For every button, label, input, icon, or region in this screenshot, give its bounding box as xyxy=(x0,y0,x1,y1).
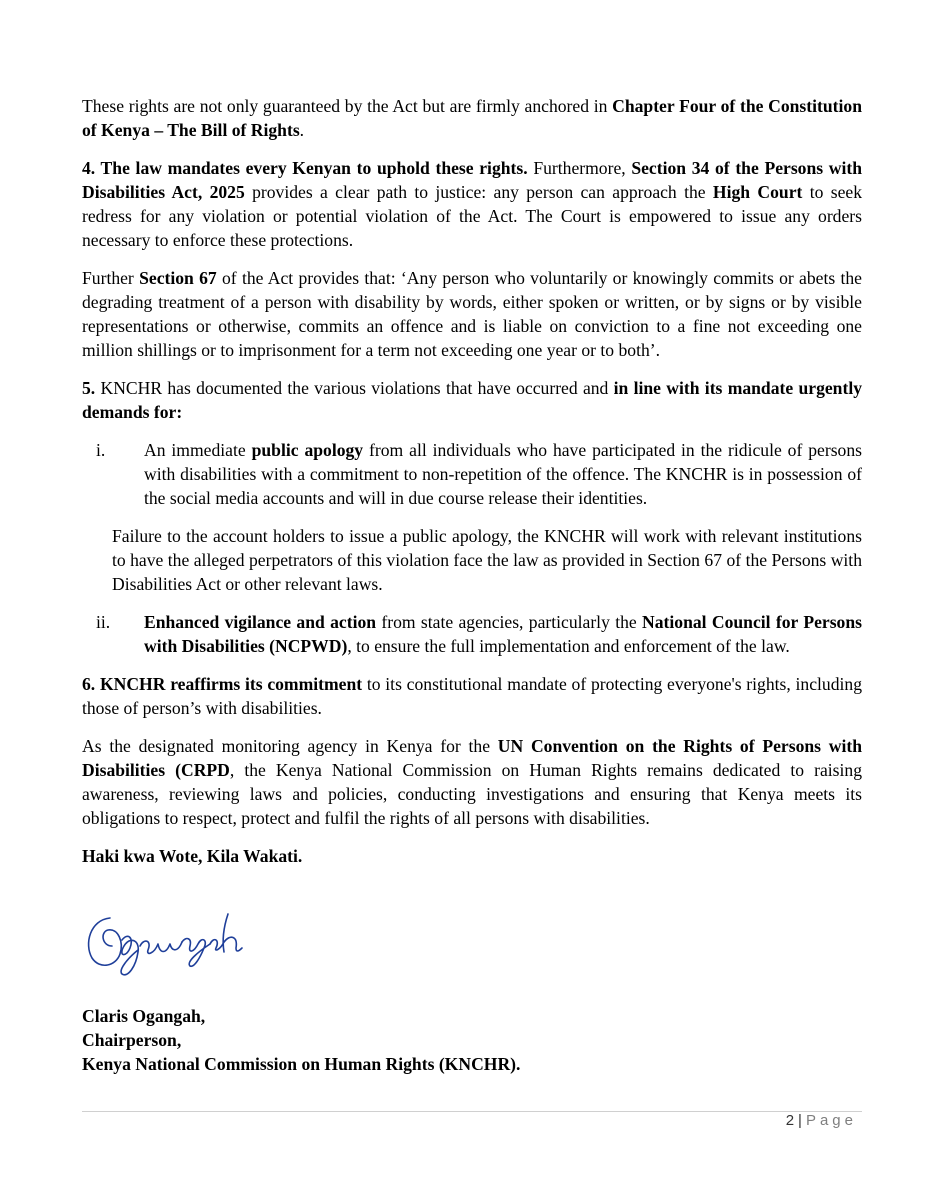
signer-organization: Kenya National Commission on Human Rights (KNCHR). xyxy=(82,1054,521,1074)
bold-text: 5. xyxy=(82,378,96,398)
paragraph-failure-apology: Failure to the account holders to issue a public apology, the KNCHR will work with relevant institutions to have the alleged perpetrators of this violation face the law as provided in Section 67 of the Persons with Disabilities Act or other relevant laws. xyxy=(112,526,862,594)
bold-text: Section 34 of the Persons with Disabilities Act, 2025 xyxy=(82,158,862,202)
paragraph-crpd xyxy=(82,734,862,830)
signer-name: Claris Ogangah, xyxy=(82,1006,206,1026)
page-number: 2 xyxy=(785,1112,795,1129)
text: KNCHR has documented the various violations that have occurred and xyxy=(95,378,614,398)
text: , the Kenya National Commission on Human Rights remains dedicated to raising awareness, reviewing laws and policies, conducting investigations and ensuring that Kenya meets its obligations to respect, protect and fulfil the rights of all persons with disabilities. xyxy=(82,760,862,828)
text: provides a clear path to justice: any person can approach the xyxy=(244,182,713,202)
paragraph-6-commitment xyxy=(82,672,862,720)
text: Further xyxy=(82,268,140,288)
bold-text: 6. KNCHR reaffirms its commitment xyxy=(82,674,363,694)
text: Furthermore, xyxy=(527,158,632,178)
bold-text: public apology xyxy=(251,440,364,460)
list-item-vigilance xyxy=(82,610,862,658)
bold-text: High Court xyxy=(712,182,803,202)
page-footer xyxy=(786,1112,857,1129)
text: from all individuals who have participated in the ridicule of persons with disabilities with a commitment to non-repetition of the offence. The KNCHR is in possession of the social media accounts and will in due course release their identities. xyxy=(144,440,862,508)
paragraph-bill-of-rights xyxy=(82,94,862,142)
footer-separator: | xyxy=(798,1112,802,1129)
text: from state agencies, particularly the xyxy=(376,612,643,632)
bold-text: Section 67 xyxy=(139,268,217,288)
bold-text: in line with its mandate urgently demands for: xyxy=(82,378,863,422)
letter-body xyxy=(82,94,862,1076)
list-text xyxy=(144,438,862,510)
bold-text: 4. The law mandates every Kenyan to uphold these rights. xyxy=(82,158,528,178)
bold-text: National Council for Persons with Disabilities (NCPWD) xyxy=(144,612,862,656)
signer-block xyxy=(82,1004,862,1076)
paragraph-4-law-mandates xyxy=(82,156,862,252)
bold-text: Chapter Four of the Constitution of Kenya – The Bill of Rights xyxy=(82,96,862,140)
closing-motto: Haki kwa Wote, Kila Wakati. xyxy=(82,846,303,866)
text: , to ensure the full implementation and enforcement of the law. xyxy=(347,636,790,656)
list-number: ii. xyxy=(96,612,111,632)
bold-text: UN Convention on the Rights of Persons with Disabilities (CRPD xyxy=(82,736,862,780)
footer-divider xyxy=(82,1111,862,1112)
list-number: i. xyxy=(96,440,106,460)
text: . xyxy=(299,120,305,140)
signature-image xyxy=(82,896,252,988)
bold-text: Enhanced vigilance and action xyxy=(144,612,377,632)
text: to its constitutional mandate of protecting everyone's rights, including those of person’s with disabilities. xyxy=(82,674,862,718)
paragraph-5-demands xyxy=(82,376,862,424)
page-label: Page xyxy=(805,1112,857,1129)
text: An immediate xyxy=(144,440,252,460)
text: These rights are not only guaranteed by the Act but are firmly anchored in xyxy=(82,96,613,116)
text: As the designated monitoring agency in Kenya for the xyxy=(82,736,498,756)
list-item-public-apology xyxy=(82,438,862,510)
text: to seek redress for any violation or potential violation of the Act. The Court is empowered to issue any orders necessary to enforce these protections. xyxy=(82,182,862,250)
list-text xyxy=(144,610,862,658)
paragraph-section-67 xyxy=(82,266,862,362)
signer-title: Chairperson, xyxy=(82,1030,182,1050)
text: of the Act provides that: ‘Any person who voluntarily or knowingly commits or abets the degrading treatment of a person with disability by words, either spoken or written, or by signs or by visible representations or otherwise, commits an offence and is liable on conviction to a fine not exceeding one million shillings or to imprisonment for a term not exceeding one year or to both’. xyxy=(82,268,862,360)
